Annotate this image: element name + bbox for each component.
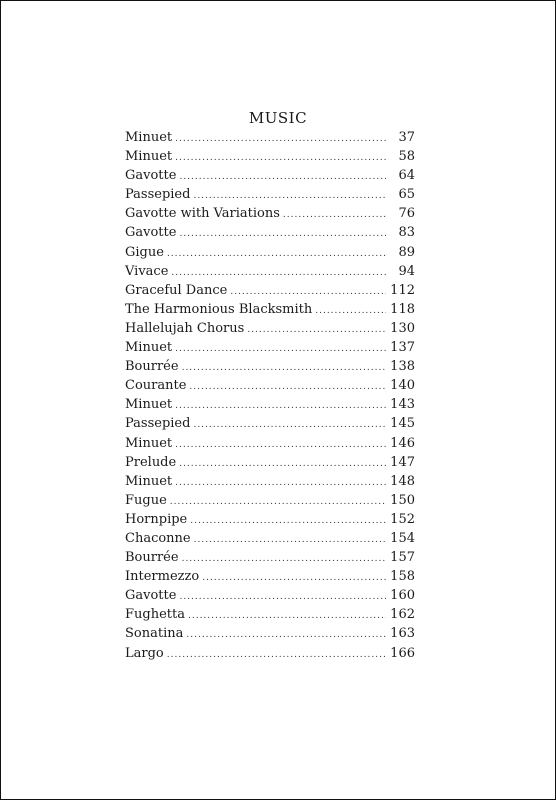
toc-entry-page-number: 138 (390, 359, 415, 375)
dot-leader (182, 359, 386, 378)
toc-entry-title: Minuet (125, 473, 173, 489)
toc-entry-title: Minuet (125, 130, 173, 145)
toc-entry-page-number: 37 (398, 130, 415, 145)
toc-entry-page-number: 76 (398, 206, 415, 222)
toc-entry-title: Passepied (125, 416, 191, 432)
dot-leader (167, 245, 386, 264)
toc-entry (125, 185, 415, 204)
toc-entry-title: Fughetta (125, 607, 185, 623)
dot-leader (175, 436, 386, 455)
toc-entry (125, 586, 415, 605)
dot-leader (182, 550, 386, 569)
toc-entry-page-number: 157 (390, 550, 415, 566)
toc-entry-page-number: 145 (390, 416, 415, 432)
dot-leader (170, 493, 386, 512)
toc-entry (125, 605, 415, 624)
dot-leader (179, 455, 386, 474)
dot-leader (194, 531, 386, 550)
toc-entry-title: Gavotte (125, 168, 177, 184)
toc-entry (125, 128, 415, 147)
toc-entry-title: Gavotte with Variations (125, 206, 280, 222)
toc-entry-page-number: 146 (390, 435, 415, 451)
section-heading: MUSIC (248, 109, 308, 127)
table-of-contents (125, 128, 415, 663)
toc-entry (125, 243, 415, 262)
dot-leader (190, 512, 386, 531)
dot-leader (179, 168, 386, 187)
toc-entry-page-number: 137 (390, 340, 415, 356)
toc-entry-page-number: 163 (390, 626, 415, 642)
toc-entry-page-number: 64 (398, 168, 415, 184)
toc-entry-title: Minuet (125, 149, 173, 165)
toc-entry-title: Graceful Dance (125, 282, 228, 298)
toc-entry (125, 510, 415, 529)
toc-entry (125, 529, 415, 548)
toc-entry-title: Largo (125, 645, 164, 661)
dot-leader (179, 588, 386, 607)
toc-entry-page-number: 152 (390, 511, 415, 527)
toc-entry-page-number: 140 (390, 378, 415, 394)
dot-leader (189, 378, 386, 397)
toc-entry-title: Sonatina (125, 626, 184, 642)
toc-entry-page-number: 148 (390, 473, 415, 489)
toc-entry-page-number: 89 (398, 244, 415, 260)
toc-entry (125, 147, 415, 166)
toc-entry-title: Minuet (125, 397, 173, 413)
toc-entry (125, 414, 415, 433)
dot-leader (175, 474, 386, 493)
toc-entry-title: Gavotte (125, 225, 177, 241)
toc-entry-page-number: 158 (390, 569, 415, 585)
toc-entry (125, 491, 415, 510)
dot-leader (175, 149, 386, 168)
toc-entry-page-number: 147 (390, 454, 415, 470)
toc-entry-page-number: 118 (390, 301, 415, 317)
toc-entry-title: Intermezzo (125, 569, 200, 585)
toc-entry-page-number: 162 (390, 607, 415, 623)
toc-entry-page-number: 154 (390, 530, 415, 546)
toc-entry-title: Prelude (125, 454, 177, 470)
dot-leader (283, 206, 386, 225)
dot-leader (179, 225, 386, 244)
dot-leader (202, 569, 386, 588)
toc-entry-title: Gavotte (125, 588, 177, 604)
toc-entry-title: Vivace (125, 263, 169, 279)
toc-entry-page-number: 112 (390, 282, 415, 298)
toc-entry (125, 395, 415, 414)
toc-entry (125, 166, 415, 185)
toc-entry-title: Bourrée (125, 550, 179, 566)
dot-leader (247, 321, 386, 340)
toc-entry-page-number: 83 (398, 225, 415, 241)
toc-entry-title: Chaconne (125, 530, 191, 546)
dot-leader (193, 416, 386, 435)
toc-entry-page-number: 160 (390, 588, 415, 604)
toc-entry-page-number: 166 (390, 645, 415, 661)
dot-leader (175, 397, 386, 416)
dot-leader (167, 646, 386, 665)
toc-entry (125, 453, 415, 472)
toc-entry-title: Minuet (125, 435, 173, 451)
toc-entry (125, 357, 415, 376)
toc-entry-page-number: 94 (398, 263, 415, 279)
dot-leader (175, 340, 386, 359)
toc-entry (125, 548, 415, 567)
toc-entry-title: Fugue (125, 492, 167, 508)
toc-entry-page-number: 130 (390, 320, 415, 336)
toc-entry (125, 262, 415, 281)
toc-entry-title: Bourrée (125, 359, 179, 375)
toc-entry (125, 338, 415, 357)
toc-entry (125, 434, 415, 453)
toc-entry-title: The Harmonious Blacksmith (125, 301, 313, 317)
toc-entry (125, 472, 415, 491)
toc-entry-title: Gigue (125, 244, 164, 260)
toc-entry (125, 567, 415, 586)
toc-entry (125, 281, 415, 300)
toc-entry (125, 223, 415, 242)
toc-entry (125, 644, 415, 663)
toc-entry-page-number: 143 (390, 397, 415, 413)
toc-entry (125, 319, 415, 338)
toc-entry (125, 376, 415, 395)
toc-entry-title: Minuet (125, 340, 173, 356)
toc-entry-page-number: 58 (398, 149, 415, 165)
dot-leader (188, 607, 386, 626)
toc-entry-title: Passepied (125, 187, 191, 203)
toc-entry-title: Hornpipe (125, 511, 188, 527)
toc-entry (125, 204, 415, 223)
toc-entry (125, 624, 415, 643)
toc-entry-page-number: 65 (398, 187, 415, 203)
dot-leader (175, 130, 386, 149)
dot-leader (315, 302, 386, 321)
toc-entry (125, 300, 415, 319)
dot-leader (186, 626, 386, 645)
toc-entry-page-number: 150 (390, 492, 415, 508)
toc-entry-title: Hallelujah Chorus (125, 320, 245, 336)
toc-entry-title: Courante (125, 378, 187, 394)
